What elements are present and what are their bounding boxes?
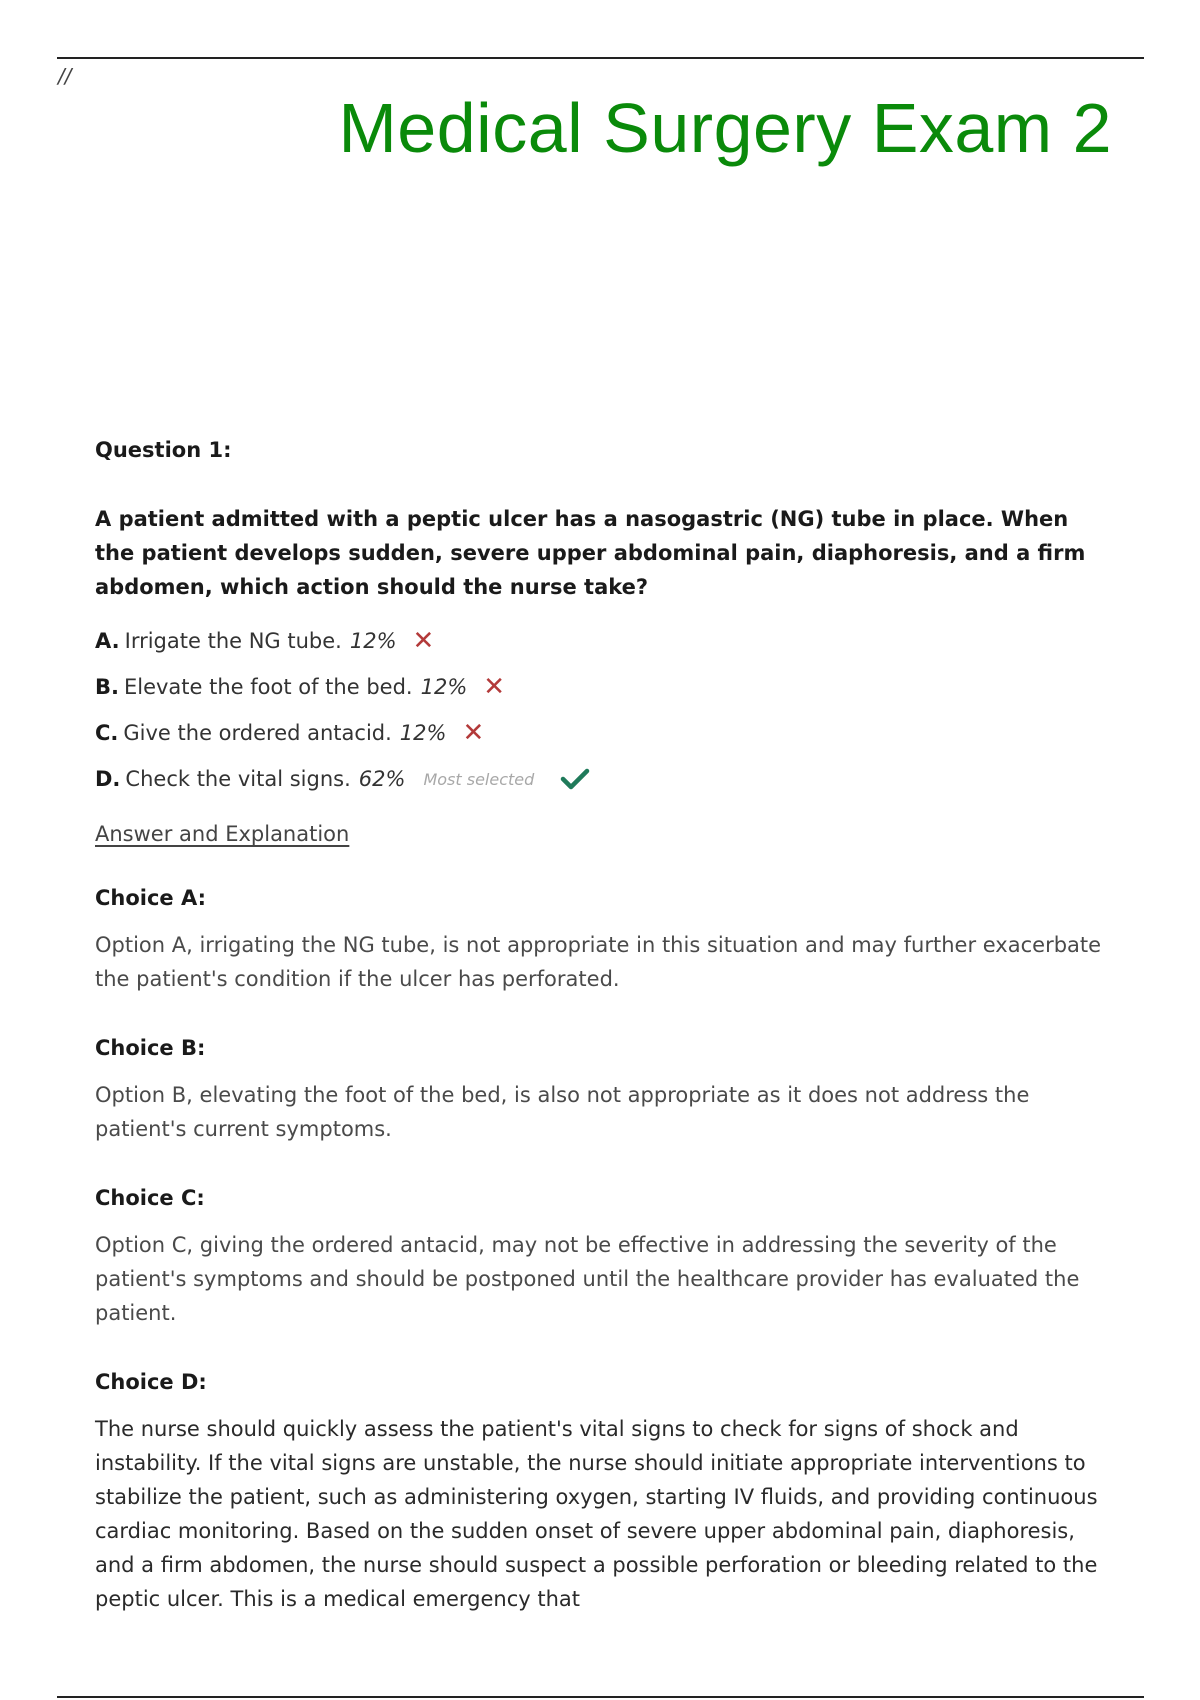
- incorrect-x-icon: ✕: [483, 672, 506, 702]
- answer-options: [95, 618, 1105, 802]
- correct-check-icon: [560, 767, 590, 791]
- choice-c-section: [95, 1186, 1105, 1330]
- bottom-rule: [57, 1696, 1144, 1698]
- page-title: Medical Surgery Exam 2: [338, 89, 1112, 167]
- option-letter: B.: [95, 675, 119, 699]
- option-d[interactable]: [95, 756, 1105, 802]
- option-percent: 12%: [349, 629, 397, 653]
- choice-a-section: [95, 886, 1105, 996]
- top-rule: [57, 57, 1144, 59]
- header-slashes: //: [58, 64, 72, 88]
- question-label: Question 1:: [95, 438, 232, 462]
- option-percent: 12%: [399, 721, 447, 745]
- incorrect-x-icon: ✕: [412, 626, 435, 656]
- option-b[interactable]: [95, 664, 1105, 710]
- option-percent: 12%: [420, 675, 468, 699]
- option-text: Elevate the foot of the bed.: [123, 675, 413, 699]
- choice-heading: Choice A:: [95, 886, 207, 910]
- choice-b-section: [95, 1036, 1105, 1146]
- question-content: [95, 438, 1105, 1616]
- choice-heading: Choice B:: [95, 1036, 206, 1060]
- answer-explanation-link[interactable]: Answer and Explanation: [95, 822, 350, 846]
- most-selected-note: Most selected: [423, 769, 535, 789]
- choice-d-section: [95, 1370, 1105, 1616]
- choice-body: Option C, giving the ordered antacid, may not be effective in addressing the severity of the patient's symptoms and should be postponed until the healthcare provider has evaluated the patient.: [95, 1233, 1080, 1325]
- choice-heading: Choice C:: [95, 1186, 205, 1210]
- choice-body: The nurse should quickly assess the patient's vital signs to check for signs of shock and instability. If the vital signs are unstable, the nurse should initiate appropriate interventions to stabilize the patient, such as administering oxygen, starting IV fluids, and providing continuous cardiac monitoring. Based on the sudden onset of severe upper abdominal pain, diaphoresis, and a firm abdomen, the nurse should suspect a possible perforation or bleeding related to the peptic ulcer. This is a medical emergency that: [95, 1417, 1098, 1611]
- question-text: A patient admitted with a peptic ulcer has a nasogastric (NG) tube in place. When the patient develops sudden, severe upper abdominal pain, diaphoresis, and a firm abdomen, which action should the nurse take?: [95, 507, 1086, 599]
- option-a[interactable]: [95, 618, 1105, 664]
- incorrect-x-icon: ✕: [462, 718, 485, 748]
- option-percent: 62%: [358, 767, 406, 791]
- choice-body: Option B, elevating the foot of the bed, is also not appropriate as it does not address the patient's current symptoms.: [95, 1083, 1030, 1141]
- choice-body: Option A, irrigating the NG tube, is not appropriate in this situation and may further exacerbate the patient's condition if the ulcer has perforated.: [95, 933, 1102, 991]
- option-letter: D.: [95, 767, 121, 791]
- option-letter: C.: [95, 721, 119, 745]
- option-text: Irrigate the NG tube.: [124, 629, 342, 653]
- choice-heading: Choice D:: [95, 1370, 207, 1394]
- option-letter: A.: [95, 629, 120, 653]
- option-text: Check the vital signs.: [125, 767, 351, 791]
- option-c[interactable]: [95, 710, 1105, 756]
- option-text: Give the ordered antacid.: [123, 721, 392, 745]
